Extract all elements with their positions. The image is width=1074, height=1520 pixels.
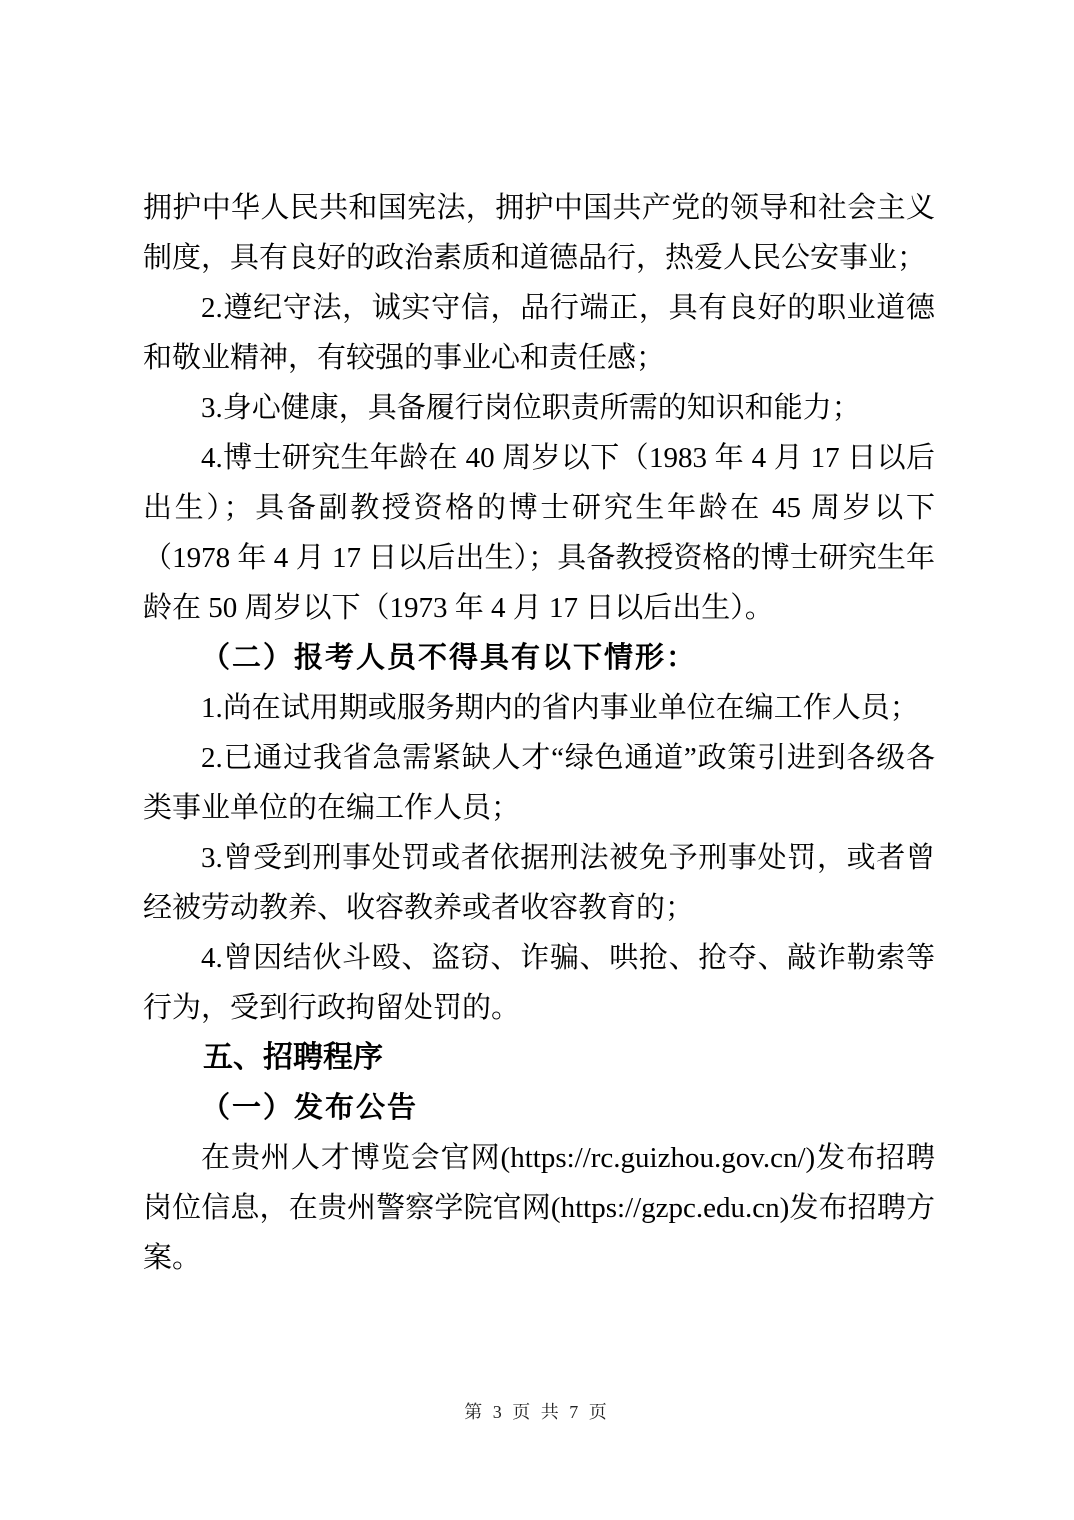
page-number-footer: 第 3 页 共 7 页 [464, 1402, 610, 1422]
paragraph-situation-1: 1.尚在试用期或服务期内的省内事业单位在编工作人员； [201, 692, 919, 724]
heading-recruitment-procedure: 五、招聘程序 [203, 1041, 383, 1074]
paragraph-situation-4: 4.曾因结伙斗殴、盗窃、诈骗、哄抢、抢夺、敲诈勒索等行为，受到行政拘留处罚的。 [143, 942, 935, 1024]
paragraph-constitution-support: 拥护中华人民共和国宪法，拥护中国共产党的领导和社会主义制度，具有良好的政治素质和道德品行，热爱人民公安事业； [143, 192, 935, 274]
heading-announcement-publication: （一）发布公告 [201, 1092, 419, 1124]
paragraph-condition-4-age-limits: 4.博士研究生年龄在 40 周岁以下（1983 年 4 月 17 日以后出生）；具备副教授资格的博士研究生年龄在 45 周岁以下（1978 年 4 月 17 日以后出生）；具备教授资格的博士研究生年龄在 50 周岁以下（1973 年 4 月 17 日以后出生）。 [143, 442, 935, 624]
heading-disqualifying-situations: （二）报考人员不得具有以下情形： [201, 642, 698, 674]
paragraph-announcement-websites: 在贵州人才博览会官网(https://rc.guizhou.gov.cn/)发布招聘岗位信息，在贵州警察学院官网(https://gzpc.edu.cn)发布招聘方案。 [143, 1142, 935, 1274]
document-body [143, 183, 935, 1283]
paragraph-situation-3: 3.曾受到刑事处罚或者依据刑法被免予刑事处罚，或者曾经被劳动教养、收容教养或者收容教育的； [143, 842, 935, 924]
paragraph-condition-2: 2.遵纪守法，诚实守信，品行端正，具有良好的职业道德和敬业精神，有较强的事业心和责任感； [143, 292, 935, 374]
paragraph-condition-3: 3.身心健康，具备履行岗位职责所需的知识和能力； [201, 392, 861, 424]
paragraph-situation-2: 2.已通过我省急需紧缺人才“绿色通道”政策引进到各级各类事业单位的在编工作人员； [143, 742, 935, 824]
